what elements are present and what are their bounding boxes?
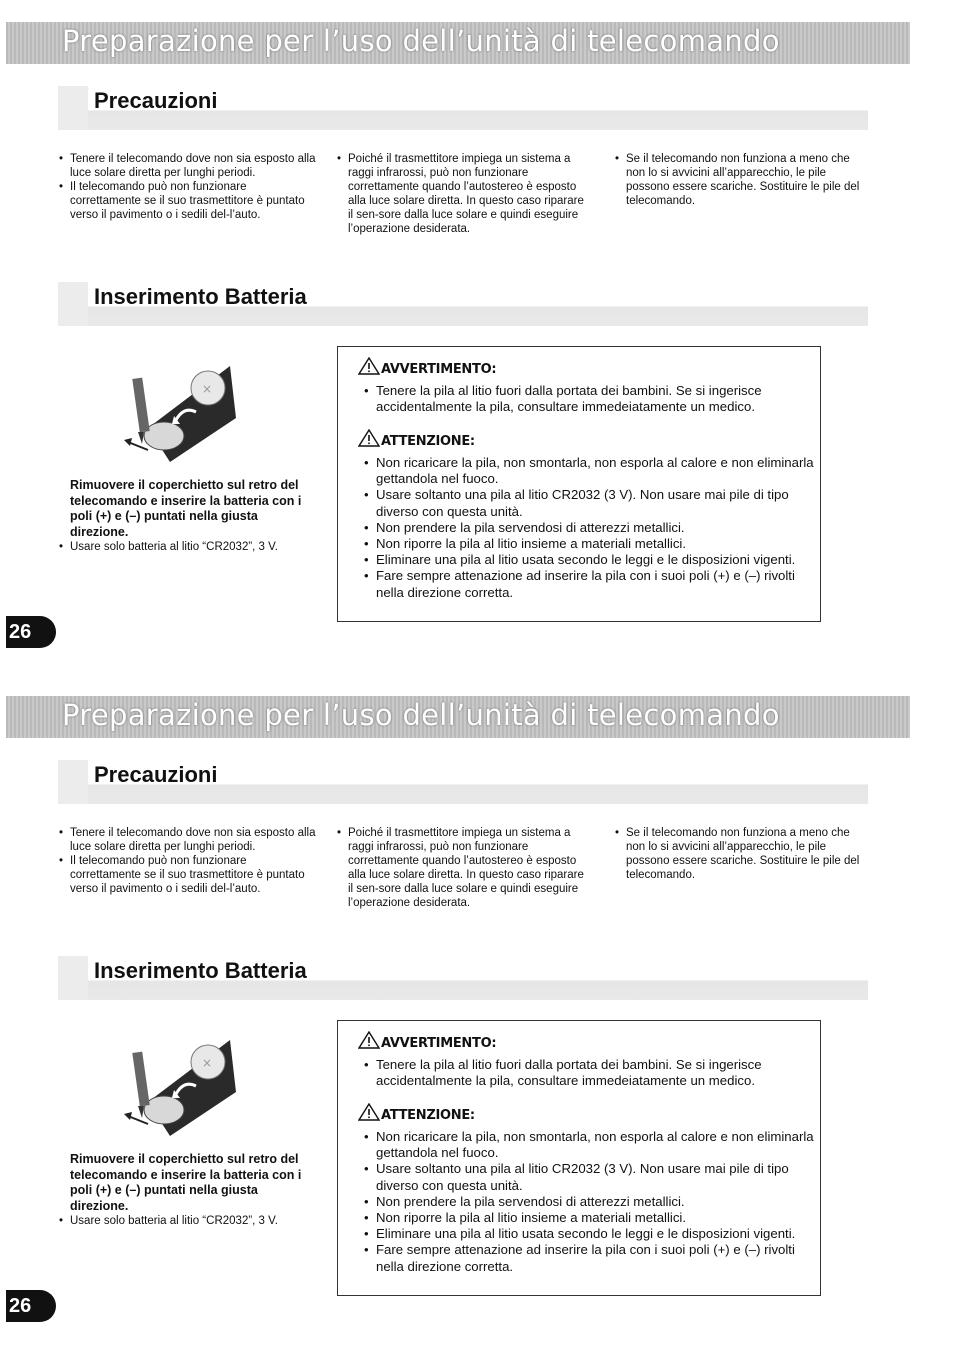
- list-item: • Non ricaricare la pila, non smontarla, non esporla al calore e non eliminarla gettandola nel fuoco.: [362, 455, 822, 487]
- list-item: • Poiché il trasmettitore impiega un sistema a raggi infrarossi, può non funzionare correttamente quando l’autostereo è esposto alla luce solare diretta. In questo caso riparare il sen-sore dalla luce solare e quindi eseguire l’operazione desiderata.: [336, 152, 586, 236]
- warning-triangle-icon: [358, 1031, 380, 1049]
- battery-insertion-illustration: [118, 1032, 242, 1142]
- svg-text:×: ×: [202, 382, 213, 396]
- svg-text:×: ×: [202, 1056, 213, 1070]
- title-banner: [6, 696, 910, 738]
- page-number-tab: 26: [6, 1290, 56, 1322]
- precauzioni-column-2: [336, 152, 586, 236]
- section-header-inserimento: [58, 282, 868, 326]
- attenzione-heading: [358, 429, 475, 449]
- list-item: • Tenere la pila al litio fuori dalla portata dei bambini. Se si ingerisce accidentalmente la pila, consultare immedeiatamente un medico.: [362, 383, 822, 415]
- list-item: • Eliminare una pila al litio usata secondo le leggi e le disposizioni vigenti.: [362, 552, 822, 568]
- attenzione-list: [362, 1129, 822, 1275]
- avvertimento-label: AVVERTIMENTO:: [381, 1036, 497, 1051]
- list-item: • Usare soltanto una pila al litio CR2032 (3 V). Non usare mai pile di tipo diverso con questa unità.: [362, 1161, 822, 1193]
- list-item: • Usare soltanto una pila al litio CR2032 (3 V). Non usare mai pile di tipo diverso con questa unità.: [362, 487, 822, 519]
- list-item: • Non ricaricare la pila, non smontarla, non esporla al calore e non eliminarla gettandola nel fuoco.: [362, 1129, 822, 1161]
- precauzioni-column-2: [336, 826, 586, 910]
- section-header-precauzioni: [58, 760, 868, 804]
- avvertimento-list: [362, 383, 822, 415]
- title-banner: [6, 22, 910, 64]
- warning-triangle-icon: [358, 1103, 380, 1121]
- list-item: • Tenere il telecomando dove non sia esposto alla luce solare diretta per lunghi periodi.: [58, 152, 316, 180]
- insertion-instruction: Rimuovere il coperchietto sul retro del telecomando e inserire la batteria con i poli (+) e (–) puntati nella giusta direzione.: [70, 478, 302, 539]
- precauzioni-column-1: [58, 152, 316, 222]
- list-item: • Se il telecomando non funziona a meno che non lo si avvicini all’apparecchio, le pile possono essere scariche. Sostituire le pile del telecomando.: [614, 826, 864, 882]
- list-item: • Fare sempre attenazione ad inserire la pila con i suoi poli (+) e (–) rivolti nella direzione corretta.: [362, 568, 822, 600]
- list-item: • Fare sempre attenazione ad inserire la pila con i suoi poli (+) e (–) rivolti nella direzione corretta.: [362, 1242, 822, 1274]
- battery-insertion-illustration: [118, 358, 242, 468]
- list-item: • Usare solo batteria al litio “CR2032”, 3 V.: [58, 540, 308, 554]
- section-header-inserimento: [58, 956, 868, 1000]
- section-title: Inserimento Batteria: [94, 284, 307, 309]
- list-item: • Tenere la pila al litio fuori dalla portata dei bambini. Se si ingerisce accidentalmente la pila, consultare immedeiatamente un medico.: [362, 1057, 822, 1089]
- list-item: • Tenere il telecomando dove non sia esposto alla luce solare diretta per lunghi periodi.: [58, 826, 316, 854]
- section-title: Inserimento Batteria: [94, 958, 307, 983]
- list-item: • Se il telecomando non funziona a meno che non lo si avvicini all’apparecchio, le pile possono essere scariche. Sostituire le pile del telecomando.: [614, 152, 864, 208]
- battery-note: [58, 1214, 308, 1228]
- attenzione-label: ATTENZIONE:: [381, 434, 475, 449]
- precauzioni-column-1: [58, 826, 316, 896]
- attenzione-heading: [358, 1103, 475, 1123]
- battery-note: [58, 540, 308, 554]
- list-item: • Il telecomando può non funzionare correttamente se il suo trasmettitore è puntato verso il pavimento o i sedili del-l’auto.: [58, 180, 316, 222]
- manual-page: [0, 0, 954, 674]
- page-title: Preparazione per l’uso dell’unità di telecomando: [62, 698, 780, 732]
- insertion-instruction: Rimuovere il coperchietto sul retro del telecomando e inserire la batteria con i poli (+) e (–) puntati nella giusta direzione.: [70, 1152, 302, 1213]
- list-item: • Usare solo batteria al litio “CR2032”, 3 V.: [58, 1214, 308, 1228]
- precauzioni-column-3: [614, 826, 864, 882]
- list-item: • Non riporre la pila al litio insieme a materiali metallici.: [362, 536, 822, 552]
- page-number-tab: 26: [6, 616, 56, 648]
- avvertimento-heading: [358, 357, 496, 377]
- warning-box: [337, 346, 821, 622]
- avvertimento-heading: [358, 1031, 496, 1051]
- list-item: • Eliminare una pila al litio usata secondo le leggi e le disposizioni vigenti.: [362, 1226, 822, 1242]
- section-header-precauzioni: [58, 86, 868, 130]
- warning-triangle-icon: [358, 357, 380, 375]
- section-title: Precauzioni: [94, 762, 218, 787]
- section-title: Precauzioni: [94, 88, 218, 113]
- list-item: • Poiché il trasmettitore impiega un sistema a raggi infrarossi, può non funzionare correttamente quando l’autostereo è esposto alla luce solare diretta. In questo caso riparare il sen-sore dalla luce solare e quindi eseguire l’operazione desiderata.: [336, 826, 586, 910]
- avvertimento-list: [362, 1057, 822, 1089]
- list-item: • Non prendere la pila servendosi di atterezzi metallici.: [362, 520, 822, 536]
- warning-box: [337, 1020, 821, 1296]
- page-title: Preparazione per l’uso dell’unità di telecomando: [62, 24, 780, 58]
- precauzioni-column-3: [614, 152, 864, 208]
- list-item: • Non prendere la pila servendosi di atterezzi metallici.: [362, 1194, 822, 1210]
- attenzione-label: ATTENZIONE:: [381, 1108, 475, 1123]
- list-item: • Non riporre la pila al litio insieme a materiali metallici.: [362, 1210, 822, 1226]
- attenzione-list: [362, 455, 822, 601]
- warning-triangle-icon: [358, 429, 380, 447]
- list-item: • Il telecomando può non funzionare correttamente se il suo trasmettitore è puntato verso il pavimento o i sedili del-l’auto.: [58, 854, 316, 896]
- avvertimento-label: AVVERTIMENTO:: [381, 362, 497, 377]
- manual-page: [0, 674, 954, 1348]
